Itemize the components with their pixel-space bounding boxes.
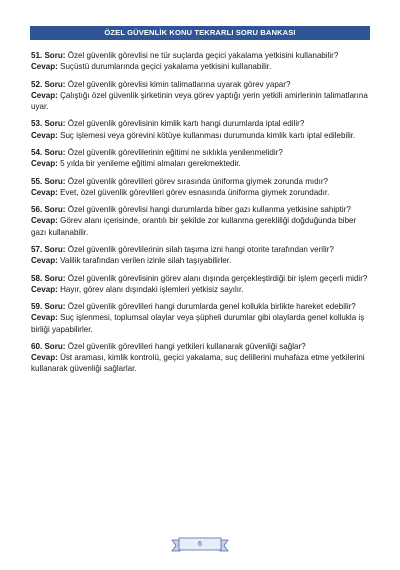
qa-item [31, 50, 373, 72]
question-label: 59. Soru: [31, 302, 66, 312]
answer-text: Cevap: Suç işlenmesi, toplumsal olaylar veya şüpheli durumlar gibi olaylarda genel kollukla iş birliği yapabilirler. [31, 313, 365, 334]
qa-item [31, 341, 373, 375]
question-label: 54. Soru: [31, 147, 66, 157]
qa-list [31, 50, 373, 381]
answer-text: Cevap: Görev alanı içerisinde, orantılı bir şekilde zor kullanma gerekliliği doğduğunda biber gazı kullanabilir. [31, 216, 357, 237]
question-text: 55. Soru: Özel güvenlik görevlileri görev sırasında üniforma giymek zorunda mıdır? [31, 176, 329, 186]
question-label: 52. Soru: [31, 79, 66, 89]
question-label: 55. Soru: [31, 176, 66, 186]
answer-text: Cevap: Hayır, görev alanı dışındaki işlemleri yetkisiz sayılır. [31, 284, 244, 294]
question-text: 54. Soru: Özel güvenlik görevlilerinin eğitimi ne sıklıkla yenilenmelidir? [31, 147, 283, 157]
answer-text: Cevap: 5 yılda bir yenileme eğitimi almaları gerekmektedir. [31, 159, 241, 169]
question-text: 60. Soru: Özel güvenlik görevlileri hangi yetkileri kullanarak güvenliği sağlar? [31, 341, 306, 351]
qa-item [31, 147, 373, 169]
answer-label: Cevap: [31, 159, 58, 169]
answer-text: Cevap: Valilik tarafından verilen izinle silah taşıyabilirler. [31, 256, 232, 266]
qa-item [31, 204, 373, 238]
question-label: 60. Soru: [31, 341, 66, 351]
answer-label: Cevap: [31, 216, 58, 226]
page-footer [170, 536, 230, 554]
answer-text: Cevap: Suç işlemesi veya görevini kötüye kullanması durumunda kimlik kartı iptal edilebilir. [31, 130, 356, 140]
question-label: 57. Soru: [31, 244, 66, 254]
qa-item [31, 301, 373, 335]
page-title: ÖZEL GÜVENLİK KONU TEKRARLI SORU BANKASI [30, 26, 370, 40]
question-text: 58. Soru: Özel güvenlik görevlisinin görev alanı dışında gerçekleştirdiği bir işlem geçerli midir? [31, 273, 368, 283]
answer-label: Cevap: [31, 353, 58, 363]
answer-label: Cevap: [31, 62, 58, 72]
qa-item [31, 79, 373, 113]
question-label: 51. Soru: [31, 51, 66, 60]
question-text: 52. Soru: Özel güvenlik görevlisi kimin talimatlarına uyarak görev yapar? [31, 79, 291, 89]
question-label: 56. Soru: [31, 205, 66, 215]
question-text: 51. Soru: Özel güvenlik görevlisi ne tür suçlarda geçici yakalama yetkisini kullanabilir? [31, 51, 339, 60]
question-text: 53. Soru: Özel güvenlik görevlisinin kimlik kartı hangi durumlarda iptal edilir? [31, 119, 305, 129]
qa-item [31, 244, 373, 266]
question-text: 59. Soru: Özel güvenlik görevlileri hangi durumlarda genel kollukla birlikte hareket edebilir? [31, 302, 356, 312]
answer-label: Cevap: [31, 187, 58, 197]
qa-item [31, 118, 373, 140]
question-label: 53. Soru: [31, 119, 66, 129]
answer-label: Cevap: [31, 313, 58, 323]
qa-item [31, 273, 373, 295]
answer-text: Cevap: Üst araması, kimlik kontrolü, geçici yakalama, suç delillerini muhafaza etme yetkilerini kullanarak güvenliği sağlarlar. [31, 353, 365, 374]
question-text: 57. Soru: Özel güvenlik görevlilerinin silah taşıma izni hangi otorite tarafından verilir? [31, 244, 334, 254]
answer-text: Cevap: Suçüstü durumlarında geçici yakalama yetkisini kullanabilir. [31, 62, 272, 72]
answer-label: Cevap: [31, 130, 58, 140]
answer-label: Cevap: [31, 90, 58, 100]
answer-text: Cevap: Evet, özel güvenlik görevlileri görev esnasında üniforma giymek zorundadır. [31, 187, 330, 197]
answer-text: Cevap: Çalıştığı özel güvenlik şirketinin veya görev yaptığı yerin yetkili amirlerinin talimatlarına uyar. [31, 90, 368, 111]
page-number: 6 [198, 541, 202, 548]
answer-label: Cevap: [31, 256, 58, 266]
qa-item [31, 176, 373, 198]
question-label: 58. Soru: [31, 273, 66, 283]
answer-label: Cevap: [31, 284, 58, 294]
question-text: 56. Soru: Özel güvenlik görevlisi hangi durumlarda biber gazı kullanma yetkisine sahiptir? [31, 205, 351, 215]
